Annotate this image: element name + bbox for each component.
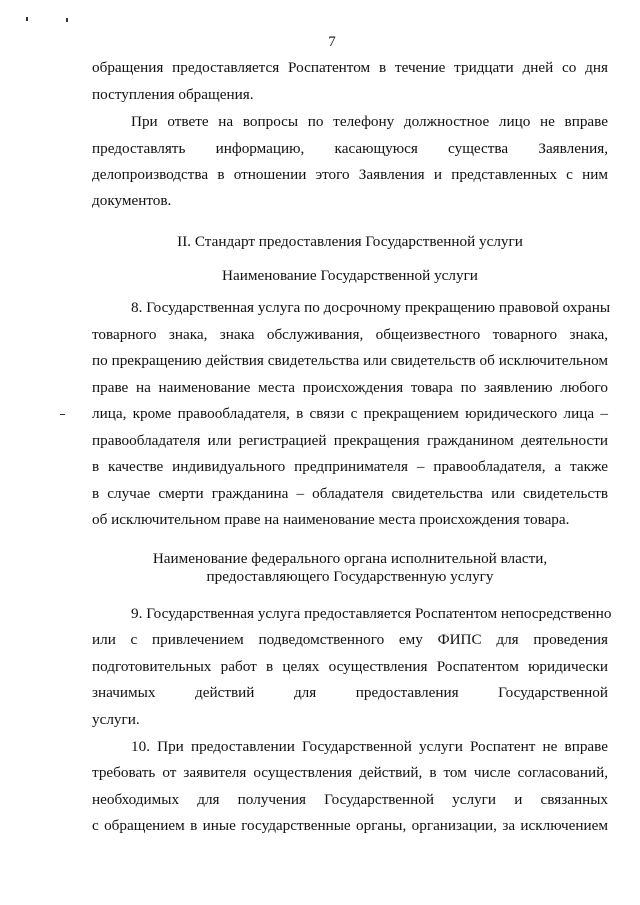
- scan-mark: [66, 18, 68, 22]
- text-line: документов.: [92, 192, 172, 209]
- text-line: товарного знака, знака обслуживания, общеизвестного товарного знака,: [92, 326, 608, 343]
- subsection-heading: предоставляющего Государственную услугу: [206, 568, 494, 585]
- text-line: предоставлять информацию, касающуюся существа Заявления,: [92, 140, 608, 157]
- text-line: об исключительном праве на наименование места происхождения товара.: [92, 511, 570, 528]
- page-number: 7: [328, 34, 336, 50]
- text-line: по прекращению действия свидетельства или свидетельств об исключительном: [92, 352, 608, 369]
- text-line: 8. Государственная услуга по досрочному прекращению правовой охраны: [131, 299, 611, 316]
- scan-mark: [26, 17, 28, 21]
- text-line: лица, кроме правообладателя, в связи с прекращением юридического лица –: [92, 405, 608, 422]
- text-line: с обращением в иные государственные органы, организации, за исключением: [92, 817, 608, 834]
- text-line: в качестве индивидуального предпринимателя – правообладателя, а также: [92, 458, 608, 475]
- subsection-heading: Наименование федерального органа исполнительной власти,: [152, 550, 548, 567]
- subsection-heading: Наименование Государственной услуги: [222, 267, 478, 284]
- text-line: поступления обращения.: [92, 86, 254, 103]
- text-line: 9. Государственная услуга предоставляется Роспатентом непосредственно: [131, 605, 612, 622]
- text-line: правообладателя или регистрацией прекращения гражданином деятельности: [92, 432, 608, 449]
- text-line: При ответе на вопросы по телефону должностное лицо не вправе: [131, 113, 608, 130]
- text-line: требовать от заявителя осуществления действий, в том числе согласований,: [92, 764, 608, 781]
- scan-mark: [60, 414, 65, 415]
- text-line: 10. При предоставлении Государственной услуги Роспатент не вправе: [131, 738, 608, 755]
- text-line: или с привлечением подведомственного ему ФИПС для проведения: [92, 631, 608, 648]
- text-line: праве на наименование места происхождения товара по заявлению любого: [92, 379, 608, 396]
- text-line: услуги.: [92, 711, 140, 728]
- text-line: делопроизводства в отношении этого Заявления и представленных с ним: [92, 166, 608, 183]
- text-line: подготовительных работ в целях осуществления Роспатентом юридически: [92, 658, 608, 675]
- text-line: обращения предоставляется Роспатентом в течение тридцати дней со дня: [92, 59, 608, 76]
- text-line: необходимых для получения Государственной услуги и связанных: [92, 791, 608, 808]
- text-line: в случае смерти гражданина – обладателя свидетельства или свидетельств: [92, 485, 608, 502]
- section-heading: II. Стандарт предоставления Государственной услуги: [177, 233, 523, 250]
- text-line: значимых действий для предоставления Государственной: [92, 684, 608, 701]
